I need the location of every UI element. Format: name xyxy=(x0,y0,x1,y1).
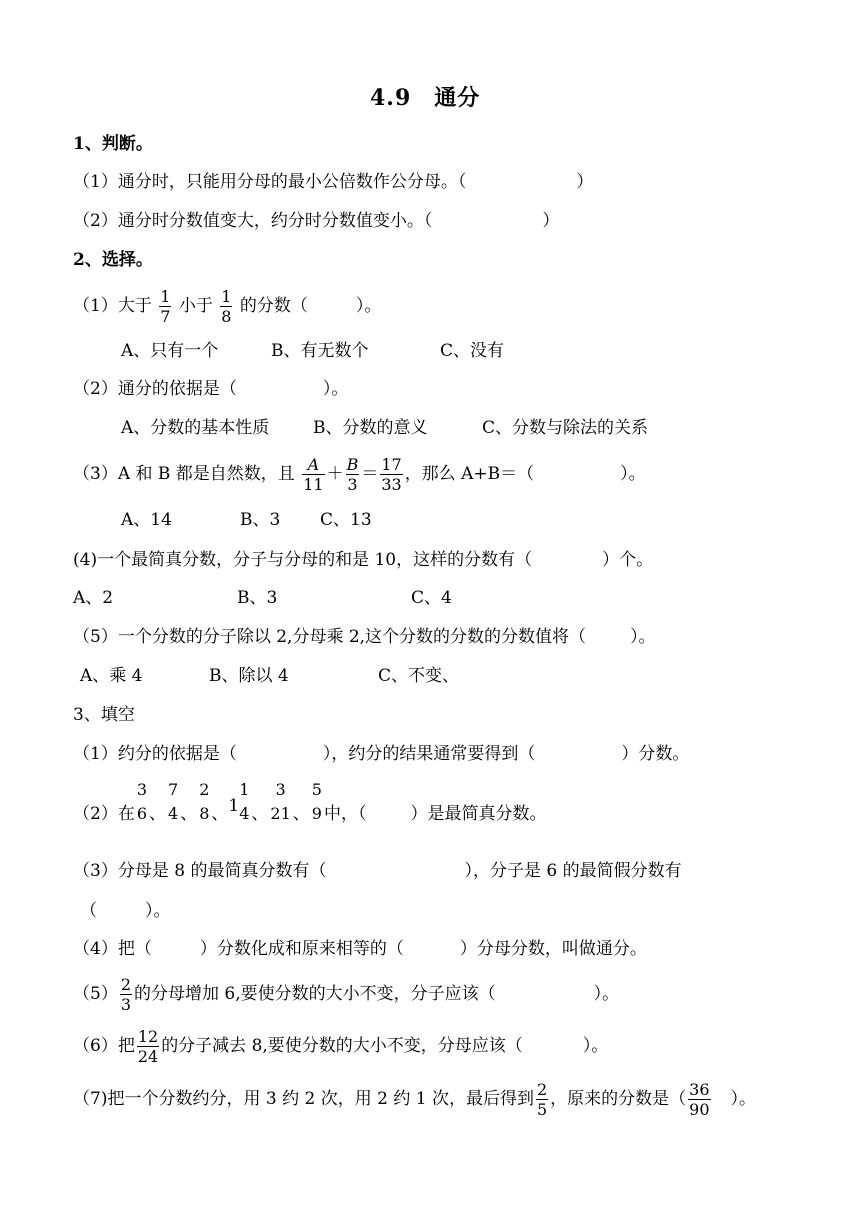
s3-q3-d: ）。 xyxy=(145,901,171,921)
fraction-3-21: 3 21 xyxy=(270,780,291,823)
plus-sign: ＋ xyxy=(326,464,344,484)
fraction-7-4: 7 4 xyxy=(168,780,179,823)
s3-q3-cont xyxy=(80,901,171,921)
s1-q1-end: ） xyxy=(576,172,594,192)
s2-q2 xyxy=(73,379,348,399)
s1-q1-text: （1）通分时，只能用分母的最小公倍数作公分母。（ xyxy=(73,172,467,192)
s2-q4-end: ）个。 xyxy=(602,550,654,570)
s2-q4-option-a: A、2 xyxy=(73,588,114,608)
s3-q4-b: ）分数化成和原来相等的（ xyxy=(199,939,404,959)
fraction-2-8: 2 8 xyxy=(199,780,210,823)
s1-q2-end: ） xyxy=(542,211,560,231)
s3-q2-a: （2）在 xyxy=(73,804,135,824)
s3-q3-b: ），分子是 6 的最简假分数有 xyxy=(464,861,682,881)
s3-q1-a: （1）约分的依据是（ xyxy=(73,744,237,764)
fraction-1-8: $\frac{1}{8}$ xyxy=(221,286,232,326)
s2-q1-a: （1）大于 xyxy=(73,296,152,316)
s2-q5-text: （5）一个分数的分子除以 2,分母乘 2,这个分数的分数的分数值将（ xyxy=(73,627,587,647)
s2-q1-option-a: A、只有一个 xyxy=(121,341,219,361)
s3-q2-b: 中，（ xyxy=(323,804,367,824)
s2-q1-option-c: C、没有 xyxy=(440,341,505,361)
s3-q5 xyxy=(73,974,619,1014)
s2-q1-end: ）。 xyxy=(355,296,382,316)
s2-q3 xyxy=(73,454,646,494)
s3-q4-c: ）分母分数，叫做通分。 xyxy=(459,939,647,959)
s3-q6-a: （6）把 xyxy=(73,1036,135,1056)
answer-fraction-36-90: $\frac{36}{90}$ xyxy=(689,1079,710,1119)
s3-q1 xyxy=(73,744,689,764)
s2-q1-c: 的分数（ xyxy=(239,296,308,316)
s2-q2-option-b: B、分数的意义 xyxy=(313,418,428,438)
fraction-5-9: 5 9 xyxy=(311,780,322,823)
s3-q4 xyxy=(73,939,647,959)
fraction-1-4: 1 4 xyxy=(239,780,250,823)
s2-q3-end: ）。 xyxy=(620,464,646,484)
fraction-2-3: $\frac{2}{3}$ xyxy=(120,974,132,1014)
equals-sign: ＝ xyxy=(361,464,379,484)
s2-q4-option-b: B、3 xyxy=(237,588,278,608)
fraction-1-7: $\frac{1}{7}$ xyxy=(160,286,171,326)
s2-q1 xyxy=(73,286,381,326)
separator: 、 xyxy=(292,804,310,824)
s3-q6-c: ）。 xyxy=(582,1036,609,1056)
s2-q3-option-b: B、3 xyxy=(240,510,281,530)
s2-q4-text: (4)一个最简真分数，分子与分母的和是 10，这样的分数有（ xyxy=(73,550,533,570)
s2-q5-option-a: A、乘 4 xyxy=(80,666,143,686)
section-1-heading: 1、判断。 xyxy=(73,134,153,154)
fraction-12-24: $\frac{12}{24}$ xyxy=(137,1026,159,1066)
fraction-b-3: $\frac{B}{3}$ xyxy=(346,454,359,494)
fraction-17-33: $\frac{17}{33}$ xyxy=(381,454,402,494)
s2-q2-text: （2）通分的依据是（ xyxy=(73,379,237,399)
section-3-heading: 3、填空 xyxy=(73,705,135,725)
s3-q3-a: （3）分母是 8 的最简真分数有（ xyxy=(73,861,327,881)
s3-q5-b: 的分母增加 6,要使分数的大小不变，分子应该（ xyxy=(134,984,496,1004)
separator: 、 xyxy=(211,804,229,824)
s2-q3-option-a: A、14 xyxy=(121,510,172,530)
fraction-a-11: $\frac{A}{11}$ xyxy=(303,454,324,494)
separator: 、 xyxy=(180,804,198,824)
s2-q1-b: 小于 xyxy=(178,296,213,316)
s3-q1-c: ）分数。 xyxy=(621,744,690,764)
s3-q3 xyxy=(73,861,682,881)
s2-q1-option-b: B、有无数个 xyxy=(271,341,369,361)
section-2-heading: 2、选择。 xyxy=(73,250,153,270)
s3-q2-c: ）是最简真分数。 xyxy=(410,804,547,824)
fraction-2-5: $\frac{2}{5}$ xyxy=(536,1079,548,1119)
s3-q6-b: 的分子减去 8,要使分数的大小不变，分母应该（ xyxy=(161,1036,523,1056)
s3-q7-b: ，原来的分数是（ xyxy=(550,1089,687,1109)
s2-q3-c: ，那么 A+B＝（ xyxy=(404,464,535,484)
s3-q5-c: ）。 xyxy=(593,984,620,1004)
s2-q5 xyxy=(73,627,656,647)
s2-q4-option-c: C、4 xyxy=(411,588,452,608)
fraction-3-6: 3 6 xyxy=(136,780,148,823)
s3-q4-a: （4）把（ xyxy=(73,939,152,959)
s2-q2-end: ）。 xyxy=(322,379,349,399)
separator: 、 xyxy=(251,804,269,824)
s3-q5-a: （5） xyxy=(73,984,118,1004)
s2-q3-option-c: C、13 xyxy=(320,510,372,530)
s3-q2 xyxy=(73,780,547,838)
s2-q3-a: （3）A 和 B 都是自然数，且 xyxy=(73,464,295,484)
s3-q1-b: ），约分的结果通常要得到（ xyxy=(322,744,536,764)
s3-q7-c: ）。 xyxy=(730,1089,756,1109)
s2-q5-option-c: C、不变、 xyxy=(378,666,460,686)
page-title: 4.9 通分 xyxy=(370,85,481,111)
s1-q1 xyxy=(73,172,593,192)
s3-q3-c: （ xyxy=(80,901,97,921)
s1-q2 xyxy=(73,211,559,231)
s2-q5-option-b: B、除以 4 xyxy=(209,666,289,686)
s2-q4 xyxy=(73,550,653,570)
s3-q6 xyxy=(73,1026,608,1066)
s2-q2-option-c: C、分数与除法的关系 xyxy=(482,418,649,438)
s3-q7 xyxy=(73,1079,756,1119)
s1-q2-text: （2）通分时分数值变大，约分时分数值变小。（ xyxy=(73,211,433,231)
separator: 、 xyxy=(149,804,167,824)
s3-q7-a: （7)把一个分数约分，用 3 约 2 次，用 2 约 1 次，最后得到 xyxy=(73,1089,534,1109)
s2-q5-end: ）。 xyxy=(630,627,656,647)
mixed-whole-1: 1 xyxy=(228,796,240,816)
s2-q2-option-a: A、分数的基本性质 xyxy=(121,418,270,438)
